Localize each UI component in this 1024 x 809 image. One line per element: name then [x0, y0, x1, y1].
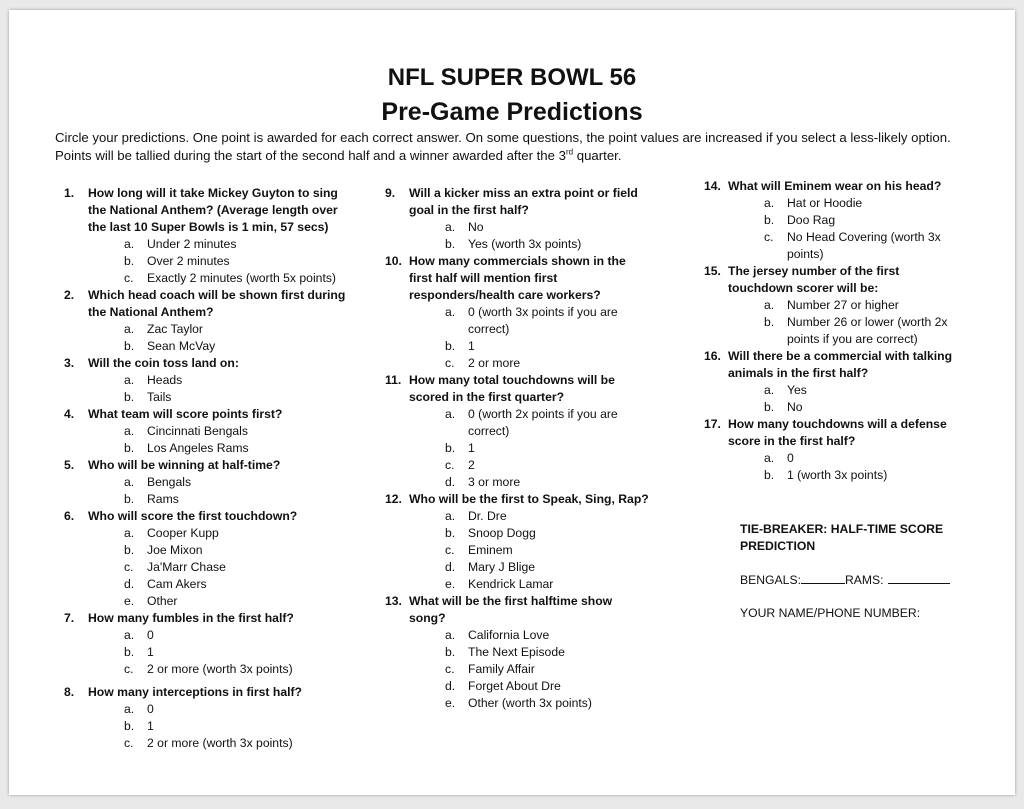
question-text: What will Eminem wear on his head?	[728, 179, 942, 193]
option-text: 2 or more	[468, 356, 521, 370]
question-9	[385, 185, 650, 253]
option-letter: c.	[445, 543, 455, 557]
answer-option[interactable]	[728, 212, 964, 229]
answer-option[interactable]	[88, 321, 354, 338]
answer-option[interactable]	[88, 236, 354, 253]
instructions-text: Circle your predictions. One point is awarded for each correct answer. On some questions, the point values are increased if you select a less-likely option. Points will be tallied during the start of the second half and a winner awarded after the 3	[55, 130, 951, 163]
option-text: Family Affair	[468, 662, 535, 676]
question-text: The jersey number of the first touchdown scorer will be:	[728, 264, 900, 295]
answer-option[interactable]	[728, 399, 964, 416]
question-15	[704, 263, 964, 348]
rams-label: RAMS:	[844, 573, 884, 587]
bengals-label: BENGALS:	[740, 573, 801, 587]
answer-option[interactable]	[88, 440, 354, 457]
option-letter: a.	[445, 509, 456, 523]
option-text: 1 (worth 3x points)	[787, 468, 888, 482]
option-letter: b.	[445, 339, 456, 353]
column-right	[704, 178, 964, 484]
question-4	[64, 406, 354, 457]
option-letter: c.	[124, 271, 134, 285]
answer-option[interactable]	[88, 661, 354, 678]
option-text: Number 26 or lower (worth 2x points if you are correct)	[787, 315, 948, 346]
option-letter: a.	[764, 451, 775, 465]
option-letter: d.	[445, 679, 456, 693]
option-letter: b.	[445, 441, 456, 455]
option-text: 1	[147, 719, 154, 733]
option-text: Cooper Kupp	[147, 526, 219, 540]
option-letter: b.	[445, 645, 456, 659]
option-letter: a.	[124, 322, 135, 336]
answer-option[interactable]	[88, 474, 354, 491]
tiebreaker-heading: TIE-BREAKER: HALF-TIME SCORE PREDICTION	[740, 522, 944, 553]
answer-option[interactable]	[88, 253, 354, 270]
option-letter: e.	[445, 696, 456, 710]
option-letter: a.	[124, 475, 135, 489]
option-text: No Head Covering (worth 3x points)	[787, 230, 941, 261]
option-letter: a.	[445, 220, 456, 234]
option-text: Cam Akers	[147, 577, 207, 591]
option-text: Other (worth 3x points)	[468, 696, 592, 710]
option-letter: c.	[124, 560, 134, 574]
option-text: 1	[147, 645, 154, 659]
question-text: Who will be the first to Speak, Sing, Rap?	[409, 492, 649, 506]
instructions-paragraph	[55, 129, 975, 165]
question-number: 1.	[64, 186, 75, 200]
answer-option[interactable]	[409, 304, 650, 338]
option-letter: a.	[445, 305, 456, 319]
ordinal-suffix: rd	[565, 147, 574, 157]
question-number: 12.	[385, 492, 402, 506]
answer-option[interactable]	[88, 338, 354, 355]
answer-option[interactable]	[409, 219, 650, 236]
question-text: What team will score points first?	[88, 407, 283, 421]
option-letter: b.	[124, 390, 135, 404]
option-text: California Love	[468, 628, 550, 642]
answer-option[interactable]	[88, 491, 354, 508]
question-7	[64, 610, 354, 678]
option-text: Exactly 2 minutes (worth 5x points)	[147, 271, 336, 285]
option-text: Tails	[147, 390, 172, 404]
answer-option[interactable]	[88, 735, 354, 752]
option-text: 0 (worth 2x points if you are correct)	[468, 407, 618, 438]
answer-option[interactable]	[88, 559, 354, 576]
question-text: Will the coin toss land on:	[88, 356, 239, 370]
score-prediction-row	[740, 571, 950, 589]
answer-option[interactable]	[409, 236, 650, 253]
option-text: 0 (worth 3x points if you are correct)	[468, 305, 618, 336]
answer-option[interactable]	[409, 678, 650, 695]
question-5	[64, 457, 354, 508]
question-text: Who will score the first touchdown?	[88, 509, 298, 523]
answer-option[interactable]	[88, 542, 354, 559]
question-text: How many total touchdowns will be scored in the first quarter?	[409, 373, 615, 404]
option-text: 2	[468, 458, 475, 472]
option-letter: a.	[764, 298, 775, 312]
answer-option[interactable]	[88, 270, 354, 287]
question-text: How many interceptions in first half?	[88, 685, 302, 699]
answer-option[interactable]	[409, 576, 650, 593]
option-letter: a.	[124, 526, 135, 540]
option-text: Heads	[147, 373, 183, 387]
option-letter: c.	[445, 356, 455, 370]
question-text: How many commercials shown in the first half will mention first responders/health care workers?	[409, 254, 626, 302]
answer-option[interactable]	[88, 576, 354, 593]
question-text: How many touchdowns will a defense score in the first half?	[728, 417, 947, 448]
option-letter: b.	[764, 315, 775, 329]
question-11	[385, 372, 650, 491]
option-text: Forget About Dre	[468, 679, 561, 693]
option-text: Zac Taylor	[147, 322, 203, 336]
rams-score-blank[interactable]	[888, 571, 950, 584]
option-text: Hat or Hoodie	[787, 196, 863, 210]
answer-option[interactable]	[409, 474, 650, 491]
option-text: 1	[468, 441, 475, 455]
option-letter: b.	[124, 492, 135, 506]
answer-option[interactable]	[88, 389, 354, 406]
option-letter: b.	[764, 400, 775, 414]
option-text: 2 or more (worth 3x points)	[147, 662, 293, 676]
option-letter: a.	[124, 237, 135, 251]
option-text: Mary J Blige	[468, 560, 536, 574]
answer-option[interactable]	[409, 338, 650, 355]
option-letter: b.	[124, 339, 135, 353]
question-number: 16.	[704, 349, 721, 363]
answer-option[interactable]	[409, 355, 650, 372]
column-left	[64, 185, 354, 752]
option-letter: e.	[445, 577, 456, 591]
question-13	[385, 593, 650, 712]
option-text: Ja'Marr Chase	[147, 560, 226, 574]
question-14	[704, 178, 964, 263]
option-letter: a.	[445, 407, 456, 421]
question-12	[385, 491, 650, 593]
option-text: Bengals	[147, 475, 192, 489]
option-text: The Next Episode	[468, 645, 565, 659]
option-text: 0	[147, 628, 154, 642]
option-text: Number 27 or higher	[787, 298, 899, 312]
option-text: Over 2 minutes	[147, 254, 230, 268]
option-text: Joe Mixon	[147, 543, 203, 557]
question-17	[704, 416, 964, 484]
option-letter: c.	[124, 662, 134, 676]
answer-option[interactable]	[88, 525, 354, 542]
option-letter: b.	[124, 719, 135, 733]
column-middle	[385, 185, 650, 712]
option-letter: a.	[445, 628, 456, 642]
option-text: No	[468, 220, 484, 234]
option-letter: a.	[124, 424, 135, 438]
answer-option[interactable]	[409, 440, 650, 457]
option-text: Under 2 minutes	[147, 237, 237, 251]
answer-option[interactable]	[728, 297, 964, 314]
question-10	[385, 253, 650, 372]
question-number: 7.	[64, 611, 75, 625]
option-letter: a.	[124, 702, 135, 716]
option-text: Snoop Dogg	[468, 526, 536, 540]
answer-option[interactable]	[409, 542, 650, 559]
option-text: Dr. Dre	[468, 509, 507, 523]
question-2	[64, 287, 354, 355]
answer-option[interactable]	[88, 644, 354, 661]
option-text: Yes (worth 3x points)	[468, 237, 582, 251]
question-number: 9.	[385, 186, 396, 200]
answer-option[interactable]	[88, 423, 354, 440]
option-letter: a.	[764, 383, 775, 397]
option-letter: c.	[445, 458, 455, 472]
question-8	[64, 684, 354, 752]
question-number: 3.	[64, 356, 75, 370]
option-letter: b.	[764, 468, 775, 482]
option-letter: b.	[445, 526, 456, 540]
option-text: Other	[147, 594, 178, 608]
question-text: Who will be winning at half-time?	[88, 458, 281, 472]
answer-option[interactable]	[88, 627, 354, 644]
question-text: How many fumbles in the first half?	[88, 611, 294, 625]
option-letter: d.	[445, 475, 456, 489]
option-letter: b.	[124, 441, 135, 455]
name-phone-label: YOUR NAME/PHONE NUMBER:	[740, 606, 921, 620]
option-letter: d.	[124, 577, 135, 591]
answer-option[interactable]	[728, 467, 964, 484]
option-text: 2 or more (worth 3x points)	[147, 736, 293, 750]
option-letter: a.	[124, 373, 135, 387]
question-16	[704, 348, 964, 416]
answer-option[interactable]	[728, 314, 964, 348]
option-text: No	[787, 400, 803, 414]
question-number: 8.	[64, 685, 75, 699]
answer-option[interactable]	[409, 457, 650, 474]
question-number: 4.	[64, 407, 75, 421]
option-letter: a.	[124, 628, 135, 642]
answer-option[interactable]	[728, 195, 964, 212]
option-letter: c.	[124, 736, 134, 750]
option-letter: b.	[124, 645, 135, 659]
answer-option[interactable]	[88, 701, 354, 718]
option-letter: b.	[764, 213, 775, 227]
question-number: 17.	[704, 417, 721, 431]
question-number: 11.	[385, 373, 402, 387]
option-letter: a.	[764, 196, 775, 210]
question-text: Which head coach will be shown first during the National Anthem?	[88, 288, 346, 319]
option-letter: c.	[445, 662, 455, 676]
option-text: Eminem	[468, 543, 513, 557]
answer-option[interactable]	[409, 559, 650, 576]
answer-option[interactable]	[409, 695, 650, 712]
answer-option[interactable]	[409, 525, 650, 542]
question-number: 6.	[64, 509, 75, 523]
option-letter: b.	[445, 237, 456, 251]
page-subtitle: Pre-Game Predictions	[381, 98, 643, 126]
answer-option[interactable]	[728, 382, 964, 399]
question-number: 13.	[385, 594, 402, 608]
option-text: Doo Rag	[787, 213, 836, 227]
question-text: What will be the first halftime show song?	[409, 594, 613, 625]
question-number: 15.	[704, 264, 721, 278]
question-number: 5.	[64, 458, 75, 472]
answer-option[interactable]	[409, 508, 650, 525]
answer-option[interactable]	[88, 372, 354, 389]
answer-option[interactable]	[409, 661, 650, 678]
option-letter: d.	[445, 560, 456, 574]
option-text: 3 or more	[468, 475, 521, 489]
option-text: Los Angeles Rams	[147, 441, 249, 455]
answer-option[interactable]	[88, 593, 354, 610]
answer-option[interactable]	[728, 229, 964, 263]
answer-option[interactable]	[409, 406, 650, 440]
option-text: Kendrick Lamar	[468, 577, 554, 591]
option-text: Yes	[787, 383, 807, 397]
page-title: NFL SUPER BOWL 56	[387, 64, 637, 91]
question-text: How long will it take Mickey Guyton to sing the National Anthem? (Average length over the last 10 Super Bowls is 1 min, 57 secs)	[88, 186, 338, 234]
question-text: Will a kicker miss an extra point or field goal in the first half?	[409, 186, 638, 217]
question-text: Will there be a commercial with talking animals in the first half?	[728, 349, 953, 380]
option-text: Cincinnati Bengals	[147, 424, 248, 438]
answer-option[interactable]	[728, 450, 964, 467]
option-letter: b.	[124, 254, 135, 268]
option-letter: e.	[124, 594, 135, 608]
instructions-end: quarter.	[573, 148, 622, 163]
option-text: 1	[468, 339, 475, 353]
option-letter: c.	[764, 230, 774, 244]
option-letter: b.	[124, 543, 135, 557]
answer-option[interactable]	[88, 718, 354, 735]
question-3	[64, 355, 354, 406]
option-text: 0	[147, 702, 154, 716]
question-1	[64, 185, 354, 287]
bengals-score-blank[interactable]	[801, 571, 845, 584]
question-number: 2.	[64, 288, 75, 302]
question-6	[64, 508, 354, 610]
answer-option[interactable]	[409, 644, 650, 661]
option-text: 0	[787, 451, 794, 465]
answer-option[interactable]	[409, 627, 650, 644]
option-text: Sean McVay	[147, 339, 216, 353]
option-text: Rams	[147, 492, 179, 506]
question-number: 14.	[704, 179, 721, 193]
question-number: 10.	[385, 254, 402, 268]
